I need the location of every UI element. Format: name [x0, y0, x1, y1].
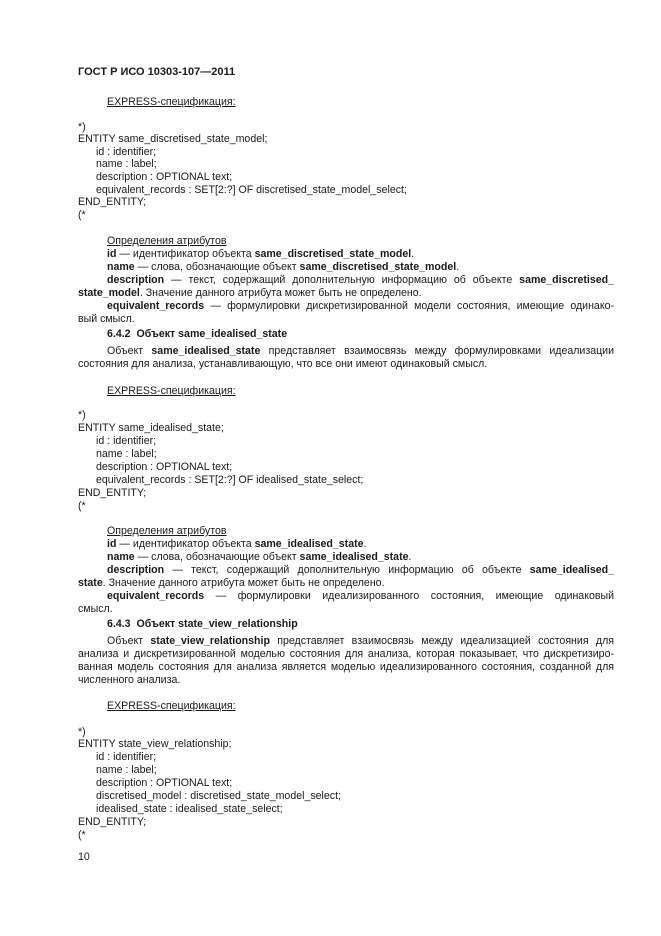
attr-def-description: description — текст, содержащий дополнительную информацию об объекте same_discretised_	[107, 274, 614, 286]
code-open-comment: *)	[78, 121, 86, 133]
section-paragraph-line: численного анализа.	[78, 674, 181, 686]
code-end-entity: END_ENTITY;	[78, 196, 147, 208]
attr-def-equivalent-records: equivalent_records — формулировки идеализированного состояния, имеющие одинаковый	[107, 590, 614, 602]
code-attr-line: name : label;	[96, 764, 157, 776]
code-end-entity: END_ENTITY;	[78, 487, 147, 499]
document-header: ГОСТ Р ИСО 10303-107—2011	[78, 66, 236, 78]
attr-def-id: id — идентификатор объекта same_idealised_state.	[107, 538, 367, 550]
code-attr-line: id : identifier;	[96, 751, 157, 763]
express-spec-label: EXPRESS-спецификация:	[107, 385, 236, 397]
section-paragraph-line: Объект same_idealised_state представляет взаимосвязь между формулировками идеализации	[107, 345, 614, 357]
code-open-comment: *)	[78, 409, 86, 421]
attr-def-description-cont: state. Значение данного атрибута может быть не определено.	[78, 577, 385, 589]
code-attr-line: idealised_state : idealised_state_select;	[96, 803, 283, 815]
attr-def-name: name — слова, обозначающие объект same_idealised_state.	[107, 551, 412, 563]
code-open-comment: *)	[78, 726, 86, 738]
attr-def-id: id — идентификатор объекта same_discretised_state_model.	[107, 248, 415, 260]
section-heading-6-4-2: 6.4.2 Объект same_idealised_state	[107, 328, 288, 340]
code-attr-line: id : identifier;	[96, 146, 157, 158]
code-entity-line: ENTITY same_discretised_state_model;	[78, 133, 268, 145]
code-entity-line: ENTITY state_view_relationship;	[78, 738, 232, 750]
attr-def-equivalent-records-cont: вый смысл.	[78, 313, 135, 325]
code-attr-line: description : OPTIONAL text;	[96, 777, 233, 789]
section-paragraph-line: ванная модель состояния для анализа является моделью идеализированного состояния, созданной для	[78, 661, 614, 673]
code-attr-line: id : identifier;	[96, 435, 157, 447]
section-paragraph-line: анализа и дискретизированной моделью состояния для анализа, которая показывает, что дискретизиро-	[78, 648, 614, 660]
attr-def-equivalent-records-cont: смысл.	[78, 603, 113, 615]
code-end-entity: END_ENTITY;	[78, 816, 147, 828]
code-close-comment: (*	[78, 500, 86, 512]
attr-def-description-cont: state_model. Значение данного атрибута может быть не определено.	[78, 287, 422, 299]
code-entity-line: ENTITY same_idealised_state;	[78, 422, 224, 434]
code-attr-line: discretised_model : discretised_state_model_select;	[96, 790, 341, 802]
attr-def-description: description — текст, содержащий дополнительную информацию об объекте same_idealised_	[107, 564, 614, 576]
attr-def-name: name — слова, обозначающие объект same_discretised_state_model.	[107, 261, 460, 273]
express-spec-label: EXPRESS-спецификация:	[107, 700, 236, 712]
code-attr-line: equivalent_records : SET[2:?] OF discretised_state_model_select;	[96, 184, 407, 196]
attr-defs-label: Определения атрибутов	[107, 235, 227, 247]
express-spec-label: EXPRESS-спецификация:	[107, 96, 236, 108]
code-attr-line: description : OPTIONAL text;	[96, 171, 233, 183]
attr-defs-label: Определения атрибутов	[107, 525, 227, 537]
code-attr-line: name : label;	[96, 448, 157, 460]
code-close-comment: (*	[78, 209, 86, 221]
code-close-comment: (*	[78, 829, 86, 841]
code-attr-line: name : label;	[96, 158, 157, 170]
code-attr-line: description : OPTIONAL text;	[96, 461, 233, 473]
section-heading-6-4-3: 6.4.3 Объект state_view_relationship	[107, 618, 298, 630]
section-paragraph-line: Объект state_view_relationship представляет взаимосвязь между идеализацией состояния для	[107, 635, 614, 647]
attr-def-equivalent-records: equivalent_records — формулировки дискретизированной модели состояния, имеющие одинако-	[107, 300, 614, 312]
code-attr-line: equivalent_records : SET[2:?] OF idealised_state_select;	[96, 474, 364, 486]
section-paragraph-line: состояния для анализа, устанавливающую, что все они имеют одинаковый смысл.	[78, 358, 488, 370]
page-number: 10	[78, 851, 90, 863]
